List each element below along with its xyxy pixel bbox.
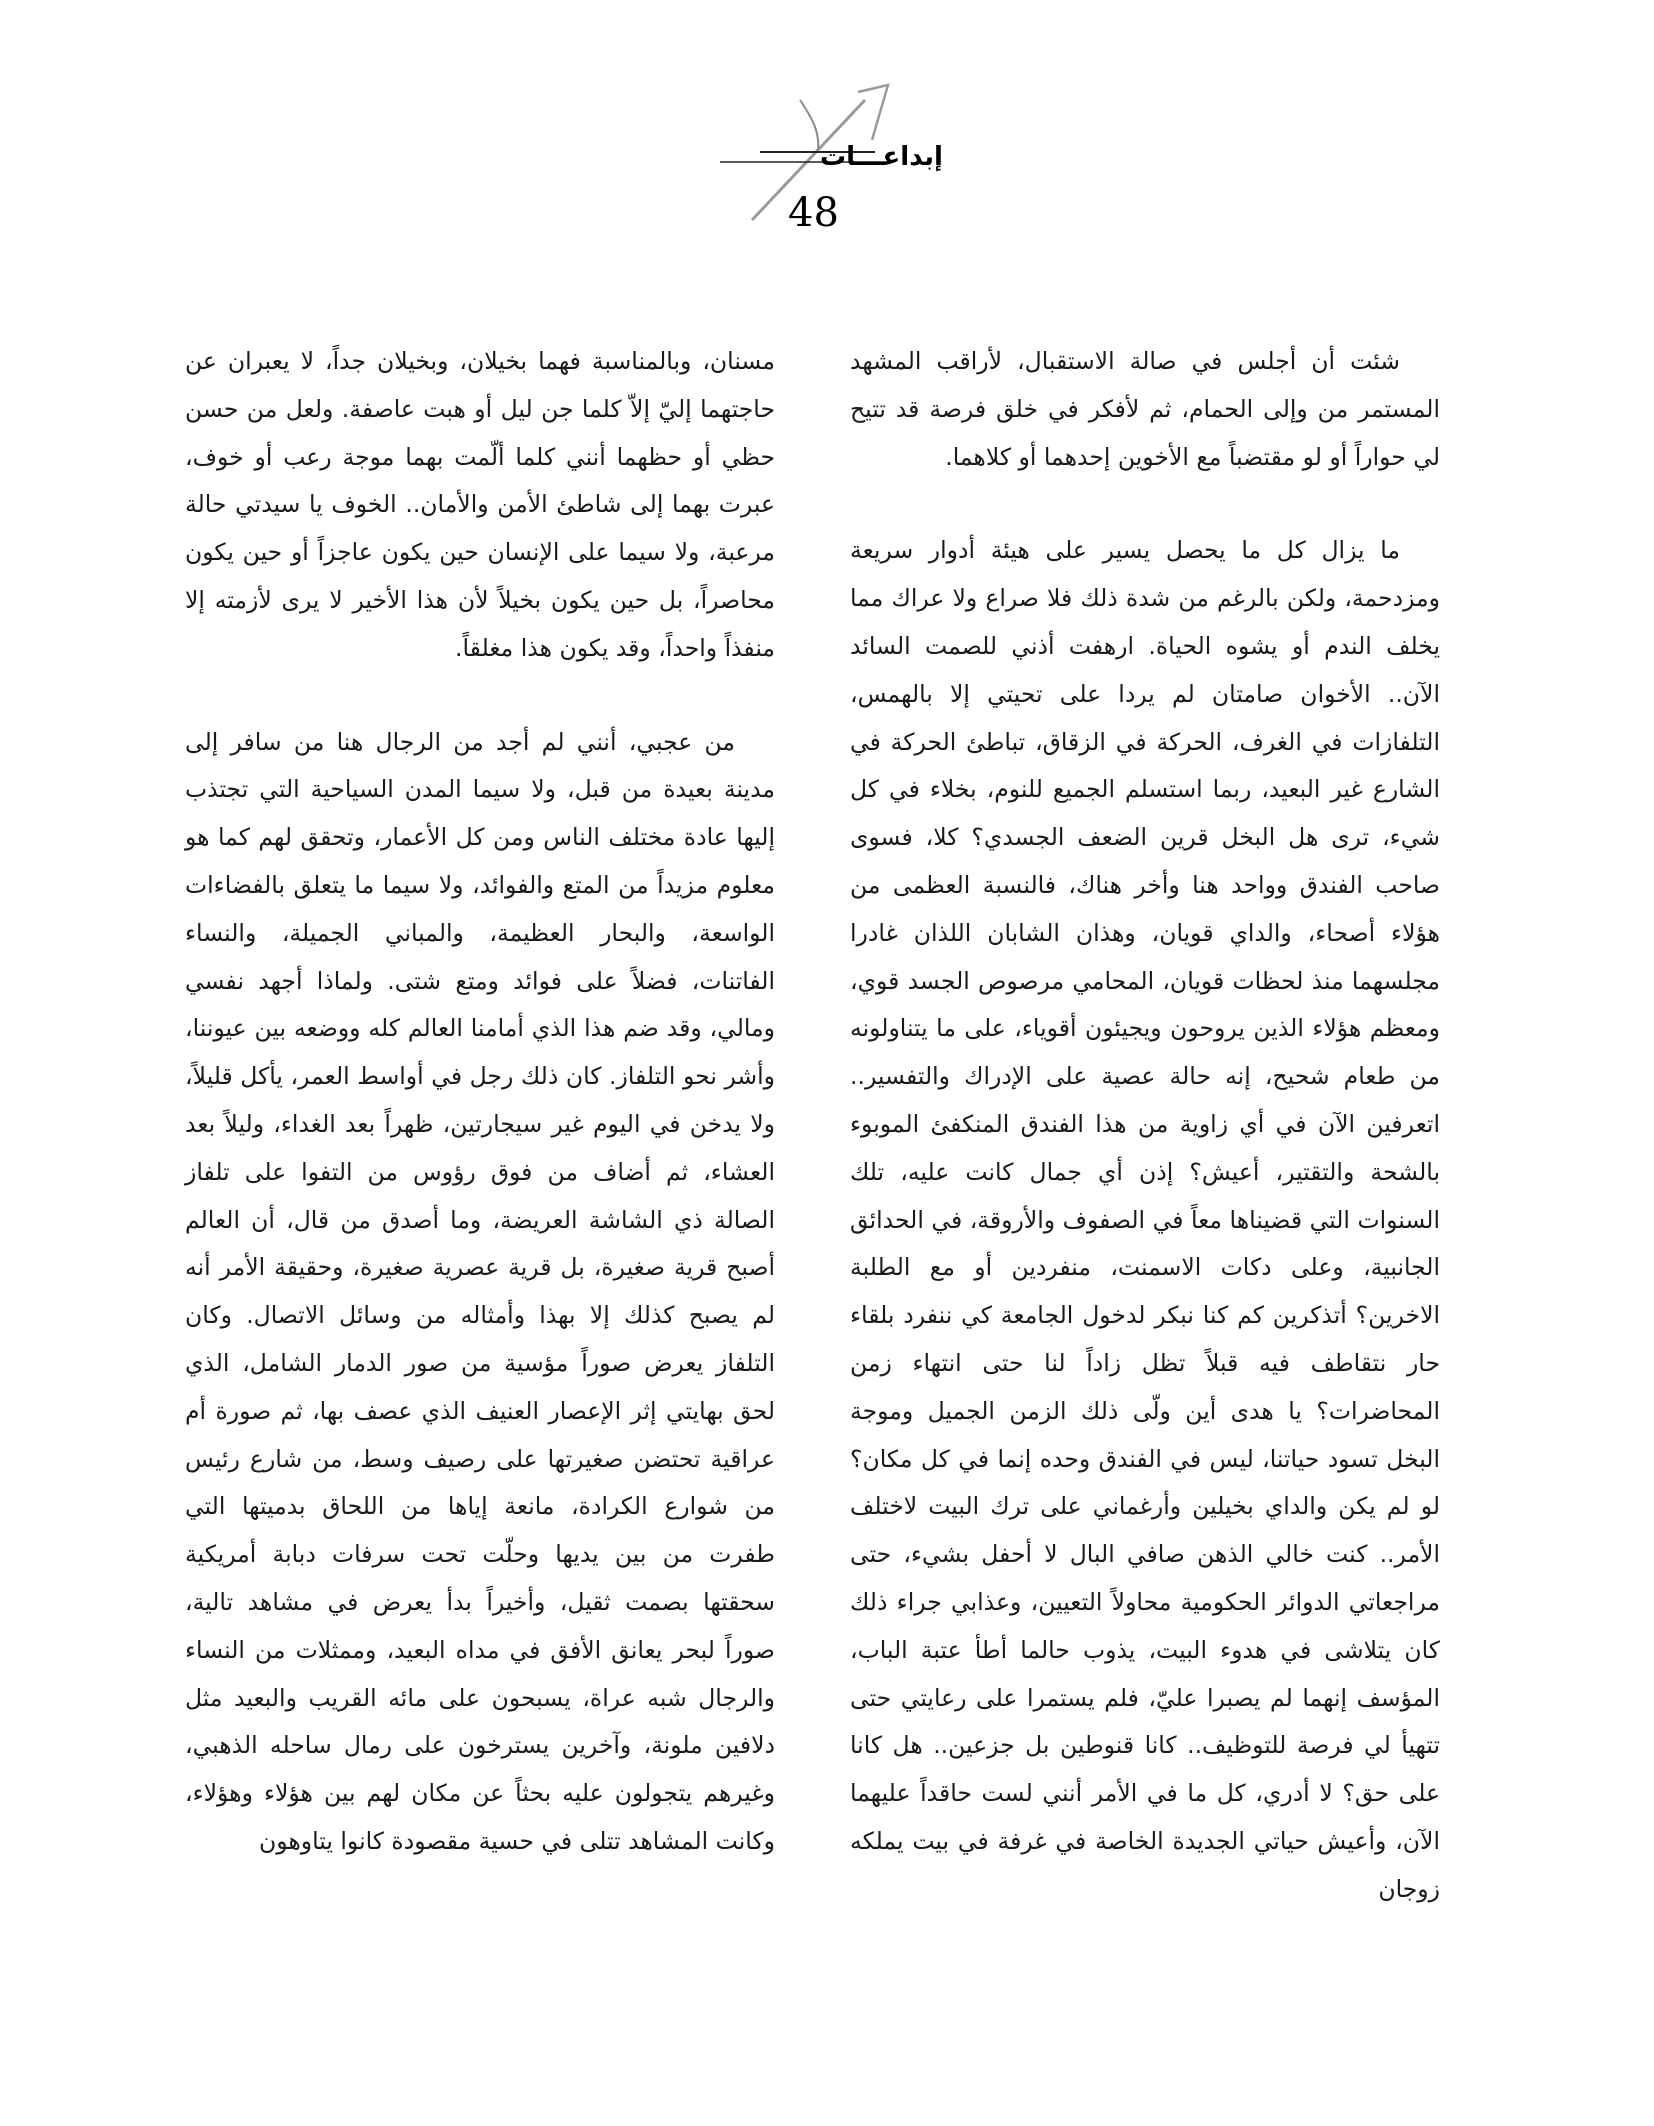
page-number: 48 <box>788 190 839 236</box>
paragraph: من عجبي، أنني لم أجد من الرجال هنا من سافر إلى مدينة بعيدة من قبل، ولا سيما المدن السياحية التي تجتذب إليها عادة مختلف الناس ومن كل الأعمار، وتحقق لهم كما هو معلوم مزيداً من المتع والفوائد، ولا سيما ما يتعلق بالفضاءات الواسعة، والبحار العظيمة، والمباني الجميلة، والنساء الفاتنات، فضلاً على فوائد ومتع شتى. ولماذا أجهد نفسي ومالي، وقد ضم هذا الذي أمامنا العالم كله ووضعه بين عيوننا، وأشر نحو التلفاز. كان ذلك رجل في أواسط العمر، يأكل قليلاً، ولا يدخن في اليوم غير سيجارتين، ظهراً بعد الغداء، وليلاً بعد العشاء، ثم أضاف من فوق رؤوس من التفوا على تلفاز الصالة ذي الشاشة العريضة، وما أصدق من قال، أن العالم أصبح قرية صغيرة، بل قرية عصرية صغيرة، وحقيقة الأمر أنه لم يصبح كذلك إلا بهذا وأمثاله من وسائل الاتصال. وكان التلفاز يعرض صوراً مؤسية من صور الدمار الشامل، الذي لحق بهايتي إثر الإعصار العنيف الذي عصف بها، ثم صورة أم عراقية تحتضن صغيرتها على رصيف وسط، من شارع رئيس من شوارع الكرادة، مانعة إياها من اللحاق بدميتها التي طفرت من بين يديها وحلّت تحت سرفات دبابة أمريكية سحقتها بصمت ثقيل، وأخيراً بدأ يعرض في مشاهد تالية، صوراً لبحر يعانق الأفق في مداه البعيد، وممثلات من النساء والرجال شبه عراة، يسبحون على مائه القريب والبعيد مثل دلافين ملونة، وآخرين يسترخون على رمال ساحله الذهبي، وغيرهم يتجولون عليه بحثاً عن مكان لهم بين هؤلاء وهؤلاء، وكانت المشاهد تتلى في حسية مقصودة كانوا يتاوهون <box>185 727 775 1855</box>
text-column-right <box>850 338 1440 1914</box>
page-header <box>660 80 980 240</box>
section-label: إبداعـــات <box>820 142 943 172</box>
paragraph: مسنان، وبالمناسبة فهما بخيلان، وبخيلان جداً، لا يعبران عن حاجتهما إليّ إلاّ كلما جن ليل أو هبت عاصفة. ولعل من حسن حظي أو حظهما أنني كلما ألّمت بهما موجة رعب أو خوف، عبرت بهما إلى شاطئ الأمن والأمان.. الخوف يا سيدتي حالة مرعبة، ولا سيما على الإنسان حين يكون عاجزاً أو حين يكون محاصراً، بل حين يكون بخيلاً لأن هذا الأخير لا يرى لأزمته إلا منفذاً واحداً، وقد يكون هذا مغلقاً. <box>185 347 775 662</box>
paragraph: شئت أن أجلس في صالة الاستقبال، لأراقب المشهد المستمر من وإلى الحمام، ثم لأفكر في خلق فرصة قد تتيح لي حواراً أو لو مقتضباً مع الأخوين إحدهما أو كلاهما. <box>850 347 1440 471</box>
text-column-left <box>185 338 775 1866</box>
paragraph: ما يزال كل ما يحصل يسير على هيئة أدوار سريعة ومزدحمة، ولكن بالرغم من شدة ذلك فلا صراع ولا عراك مما يخلف الندم أو يشوه الحياة. ارهفت أذني للصمت السائد الآن.. الأخوان صامتان لم يردا على تحيتي إلا بالهمس، التلفازات في الغرف، الحركة في الزقاق، تباطئ الحركة في الشارع غير البعيد، ربما استسلم الجميع للنوم، بخلاء في كل شيء، ترى هل البخل قرين الضعف الجسدي؟ كلا، فسوى صاحب الفندق وواحد هنا وأخر هناك، فالنسبة العظمى من هؤلاء أصحاء، والداي قويان، وهذان الشابان اللذان غادرا مجلسهما منذ لحظات قويان، المحامي مرصوص الجسد قوي، ومعظم هؤلاء الذين يروحون ويجيئون أقوياء، على ما يتناولونه من طعام شحيح، إنه حالة عصية على الإدراك والتفسير.. اتعرفين الآن في أي زاوية من هذا الفندق المنكفئ الموبوء بالشحة والتقتير، أعيش؟ إذن أي جمال كانت عليه، تلك السنوات التي قضيناها معاً في الصفوف والأروقة، في الحدائق الجانبية، وعلى دكات الاسمنت، منفردين أو مع الطلبة الاخرين؟ أتذكرين كم كنا نبكر لدخول الجامعة كي ننفرد بلقاء حار نتقاطف فيه قبلاً تظل زاداً لنا حتى انتهاء زمن المحاضرات؟ يا هدى أين ولّى ذلك الزمن الجميل وموجة البخل تسود حياتنا، ليس في الفندق وحده إنما في كل مكان؟ لو لم يكن والداي بخيلين وأرغماني على ترك البيت لاختلف الأمر.. كنت خالي الذهن صافي البال لا أحفل بشيء، حتى مراجعاتي الدوائر الحكومية محاولاً التعيين، وعذابي جراء ذلك كان يتلاشى في هدوء البيت، يذوب حالما أطأ عتبة الباب، المؤسف إنهما لم يصبرا عليّ، فلم يستمرا على رعايتي حتى تتهيأ لي فرصة للتوظيف.. كانا قنوطين بل جزعين.. هل كانا على حق؟ لا أدري، كل ما في الأمر أنني لست حاقداً عليهما الآن، وأعيش حياتي الجديدة الخاصة في غرفة في بيت يملكه زوجان <box>850 536 1440 1903</box>
